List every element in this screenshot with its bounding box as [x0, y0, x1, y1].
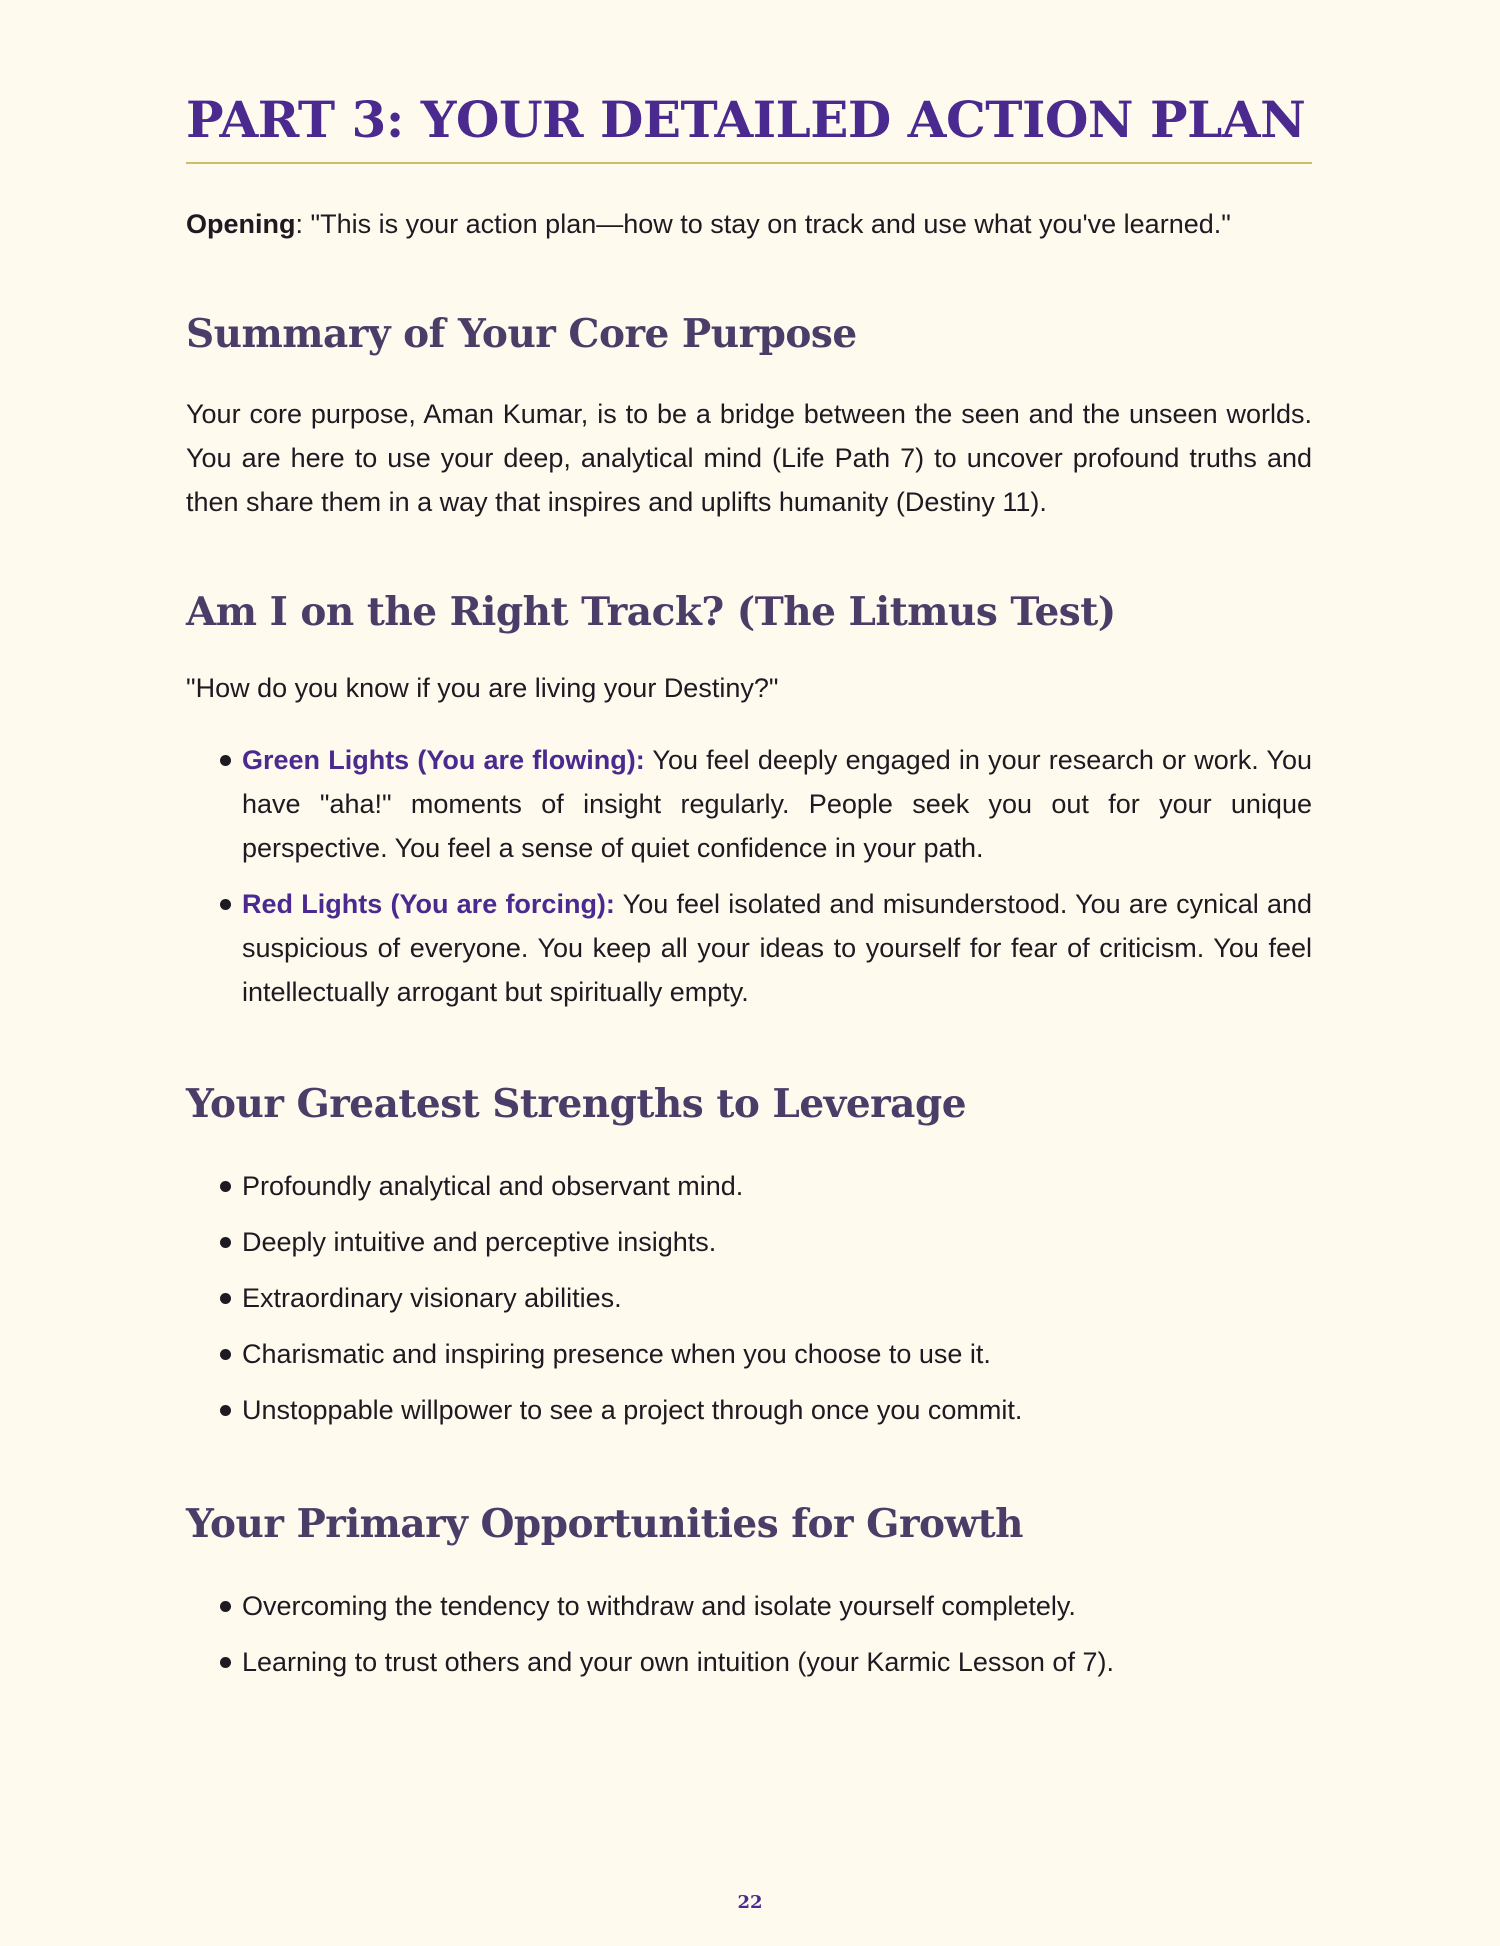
red-lights-label: Red Lights (You are forcing):	[242, 889, 615, 919]
list-item: Extraordinary visionary abilities.	[242, 1276, 1312, 1320]
page-number: 22	[737, 1892, 763, 1913]
green-lights-label: Green Lights (You are flowing):	[242, 745, 645, 775]
green-lights-text: You feel deeply engaged in your research or work. You have "aha!" moments of insight regularly. People seek you out for your unique perspective. You feel a sense of quiet confidence in your path.	[242, 745, 1312, 863]
litmus-question: "How do you know if you are living your Destiny?"	[186, 673, 779, 703]
list-item: Profoundly analytical and observant mind.	[242, 1164, 1312, 1208]
opening-text: "This is your action plan—how to stay on track and use what you've learned."	[310, 209, 1231, 239]
list-item: Learning to trust others and your own intuition (your Karmic Lesson of 7).	[242, 1640, 1312, 1684]
core-purpose-text: Your core purpose, Aman Kumar, is to be a bridge between the seen and the unseen worlds. You are here to use your deep, analytical mind (Life Path 7) to uncover profound truths and then share them in a way that inspires and uplifts humanity (Destiny 11).	[186, 399, 1312, 517]
strengths-heading: Your Greatest Strengths to Leverage	[186, 1081, 967, 1127]
opening-separator: :	[295, 209, 311, 239]
list-item: Unstoppable willpower to see a project through once you commit.	[242, 1388, 1312, 1432]
growth-list	[186, 1584, 1312, 1684]
litmus-list	[186, 738, 1312, 1014]
list-item: Overcoming the tendency to withdraw and isolate yourself completely.	[242, 1584, 1312, 1628]
list-item: Deeply intuitive and perceptive insights.	[242, 1220, 1312, 1264]
document-page	[186, 88, 1312, 1684]
list-item: Charismatic and inspiring presence when you choose to use it.	[242, 1332, 1312, 1376]
growth-heading: Your Primary Opportunities for Growth	[186, 1501, 1023, 1547]
litmus-test-heading: Am I on the Right Track? (The Litmus Test)	[186, 589, 1116, 635]
page-title: PART 3: YOUR DETAILED ACTION PLAN	[186, 88, 1312, 164]
strengths-list	[186, 1164, 1312, 1432]
opening-label: Opening	[186, 209, 296, 239]
core-purpose-heading: Summary of Your Core Purpose	[186, 311, 857, 357]
opening-line	[186, 204, 1312, 244]
list-item-red-lights	[242, 882, 1312, 1014]
red-lights-text: You feel isolated and misunderstood. You are cynical and suspicious of everyone. You keep all your ideas to yourself for fear of criticism. You feel intellectually arrogant but spiritually empty.	[242, 889, 1312, 1007]
list-item-green-lights	[242, 738, 1312, 870]
